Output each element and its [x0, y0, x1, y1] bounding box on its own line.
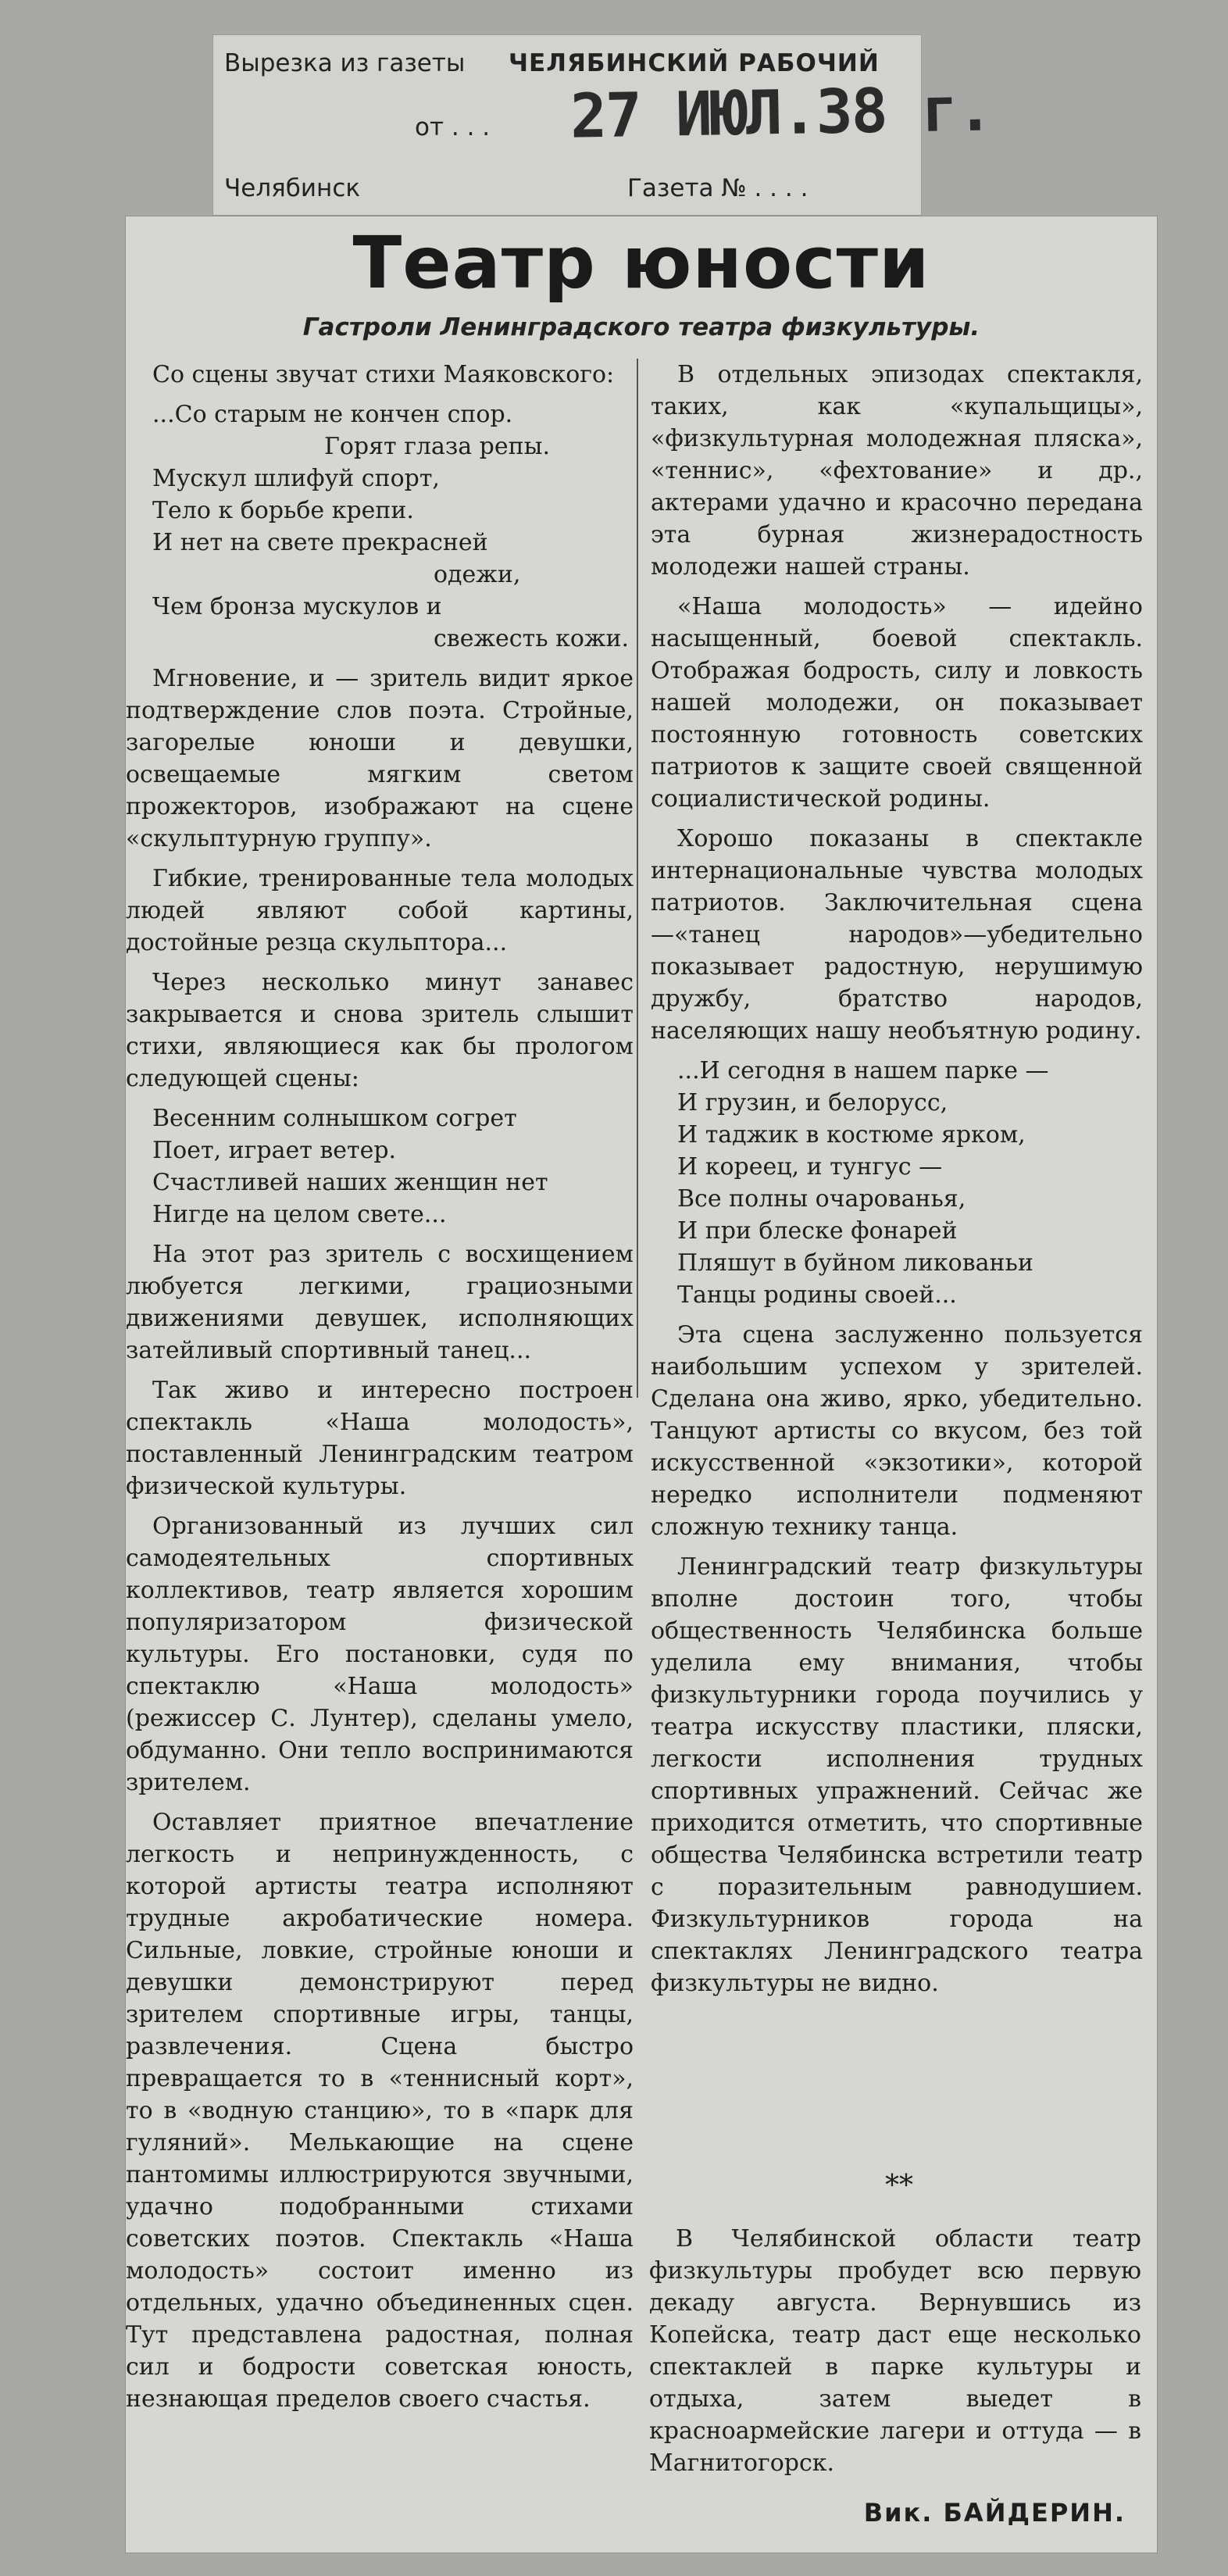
- article-paragraph: Ленинградский театр физкультуры вполне достоин того, чтобы общественность Челябинска больше уделила ему внимания, чтобы физкультурники города поучились у театра искусству пластики, пляски, легкости исполнения трудных спортивных упражнений. Сейчас же приходится отметить, что спортивные общества Челябинска встретили театр с поразительным равнодушием. Физкультурников города на спектаклях Ленинградского театра физкультуры не видно.: [651, 1553, 1143, 1997]
- verse-line: Тело к борьбе крепи.: [152, 497, 414, 524]
- verse-line: И при блеске фонарей: [677, 1217, 958, 1245]
- verse-line: Все полны очарованья,: [677, 1185, 966, 1213]
- verse-line: Пляшут в буйном ликованьи: [677, 1249, 1033, 1277]
- issue-label: Газета № . . . .: [627, 174, 809, 202]
- article-paragraph: Эта сцена заслуженно пользуется наибольшим успехом у зрителей. Сделана она живо, ярко, убедительно. Танцуют артисты со вкусом, без той искусственной «экзотики», которой нередко исполнители подменяют сложную технику танца.: [651, 1321, 1143, 1541]
- article-paragraph: Хорошо показаны в спектакле интернациональные чувства молодых патриотов. Заключительная сцена—«танец народов»—убедительно показывает радостную, нерушимую дружбу, братство народов, населяющих нашу необъятную родину.: [651, 825, 1143, 1045]
- left-column: [126, 359, 634, 2423]
- verse-line: Чем бронза мускулов и: [152, 593, 442, 620]
- verse-line: И грузин, и белорусс,: [677, 1089, 948, 1117]
- city-label: Челябинск: [224, 174, 361, 202]
- verse-line: одежи,: [434, 561, 521, 588]
- article-paragraph: На этот раз зритель с восхищением любуется легкими, грациозными движениями девушек, исполняющих затейливый спортивный танец...: [126, 1241, 634, 1364]
- article-paragraph: Через несколько минут занавес закрывается и снова зритель слышит стихи, являющиеся как бы прологом следующей сцены:: [126, 969, 634, 1092]
- right-column: [651, 359, 1143, 2007]
- article-paragraph: Гибкие, тренированные тела молодых людей являют собой картины, достойные резца скульптора...: [126, 865, 634, 956]
- verse-line: свежесть кожи.: [434, 625, 630, 652]
- verse-line: Поет, играет ветер.: [152, 1137, 397, 1164]
- date-stamp: 27 ИЮЛ.38 г.: [569, 74, 993, 152]
- verse-line: И таджик в костюме ярком,: [677, 1121, 1026, 1149]
- verse-line: Горят глаза репы.: [324, 433, 550, 460]
- newspaper-name: ЧЕЛЯБИНСКИЙ РАБОЧИЙ: [509, 49, 880, 77]
- article-paragraph: Мгновение, и — зритель видит яркое подтверждение слов поэта. Стройные, загорелые юноши и девушки, освещаемые мягким светом прожекторов, изображают на сцене «скульптурную группу».: [126, 665, 634, 852]
- column-divider: [637, 359, 638, 1398]
- verse-block: [126, 398, 634, 655]
- article-title: Театр юности: [352, 221, 930, 305]
- article-paragraph: «Наша молодость» — идейно насыщенный, боевой спектакль. Отображая бодрость, силу и ловкость нашей молодежи, он показывает постоянную готовность советских патриотов к защите своей священной социалистической родины.: [651, 593, 1143, 813]
- verse-line: Весенним солнышком согрет: [152, 1105, 517, 1132]
- verse-line: Нигде на целом свете...: [152, 1201, 447, 1228]
- verse-line: Танцы родины своей...: [677, 1281, 957, 1309]
- newspaper-clipping: [125, 216, 1158, 2553]
- verse-line: ...И сегодня в нашем парке —: [677, 1057, 1049, 1084]
- from-label: от . . .: [415, 113, 491, 141]
- article-subtitle: Гастроли Ленинградского театра физкультуры.: [302, 313, 980, 341]
- verse-line: Счастливей наших женщин нет: [152, 1169, 548, 1196]
- source-label: Вырезка из газеты: [224, 49, 466, 77]
- article-paragraph: Со сцены звучат стихи Маяковского:: [152, 361, 615, 388]
- verse-block: [126, 1102, 634, 1231]
- final-paragraph: В Челябинской области театр физкультуры пробудет всю первую декаду августа. Вернувшись из Копейска, театр даст еще несколько спектаклей в парке культуры и отдыха, затем выедет в красноармейские лагери и оттуда — в Магнитогорск.: [649, 2225, 1141, 2477]
- verse-line: И нет на свете прекрасней: [152, 529, 488, 556]
- final-paragraph-block: [649, 2223, 1141, 2479]
- section-separator: **: [885, 2170, 913, 2202]
- verse-line: И кореец, и тунгус —: [677, 1153, 943, 1181]
- article-paragraph: Организованный из лучших сил самодеятельных спортивных коллективов, театр является хорошим популяризатором физической культуры. Его постановки, судя по спектаклю «Наша молодость» (режиссер С. Лунтер), сделаны умело, обдуманно. Они тепло воспринимаются зрителем.: [126, 1513, 634, 1796]
- author-signature: Вик. БАЙДЕРИН.: [863, 2498, 1126, 2528]
- article-paragraph: Так живо и интересно построен спектакль «Наша молодость», поставленный Ленинградским театром физической культуры.: [126, 1377, 634, 1500]
- article-paragraph: Оставляет приятное впечатление легкость и непринужденность, с которой артисты театра исполняют трудные акробатические номера. Сильные, ловкие, стройные юноши и девушки демонстрируют перед зрителем спортивные игры, танцы, развлечения. Сцена быстро превращается то в «теннисный корт», то в «водную станцию», то в «парк для гуляний». Мелькающие на сцене пантомимы иллюстрируются звучными, удачно подобранными стихами советских поэтов. Спектакль «Наша молодость» состоит именно из отдельных, удачно объединенных сцен. Тут представлена радостная, полная сил и бодрости советская юность, незнающая пределов своего счастья.: [126, 1809, 634, 2413]
- verse-line: Мускул шлифуй спорт,: [152, 465, 440, 492]
- verse-block: [651, 1055, 1143, 1311]
- article-paragraph: В отдельных эпизодах спектакля, таких, как «купальщицы», «физкультурная молодежная пляска», «теннис», «фехтование» и др., актерами удачно и красочно передана эта бурная жизнерадостность молодежи нашей страны.: [651, 361, 1143, 581]
- verse-line: ...Со старым не кончен спор.: [152, 401, 513, 428]
